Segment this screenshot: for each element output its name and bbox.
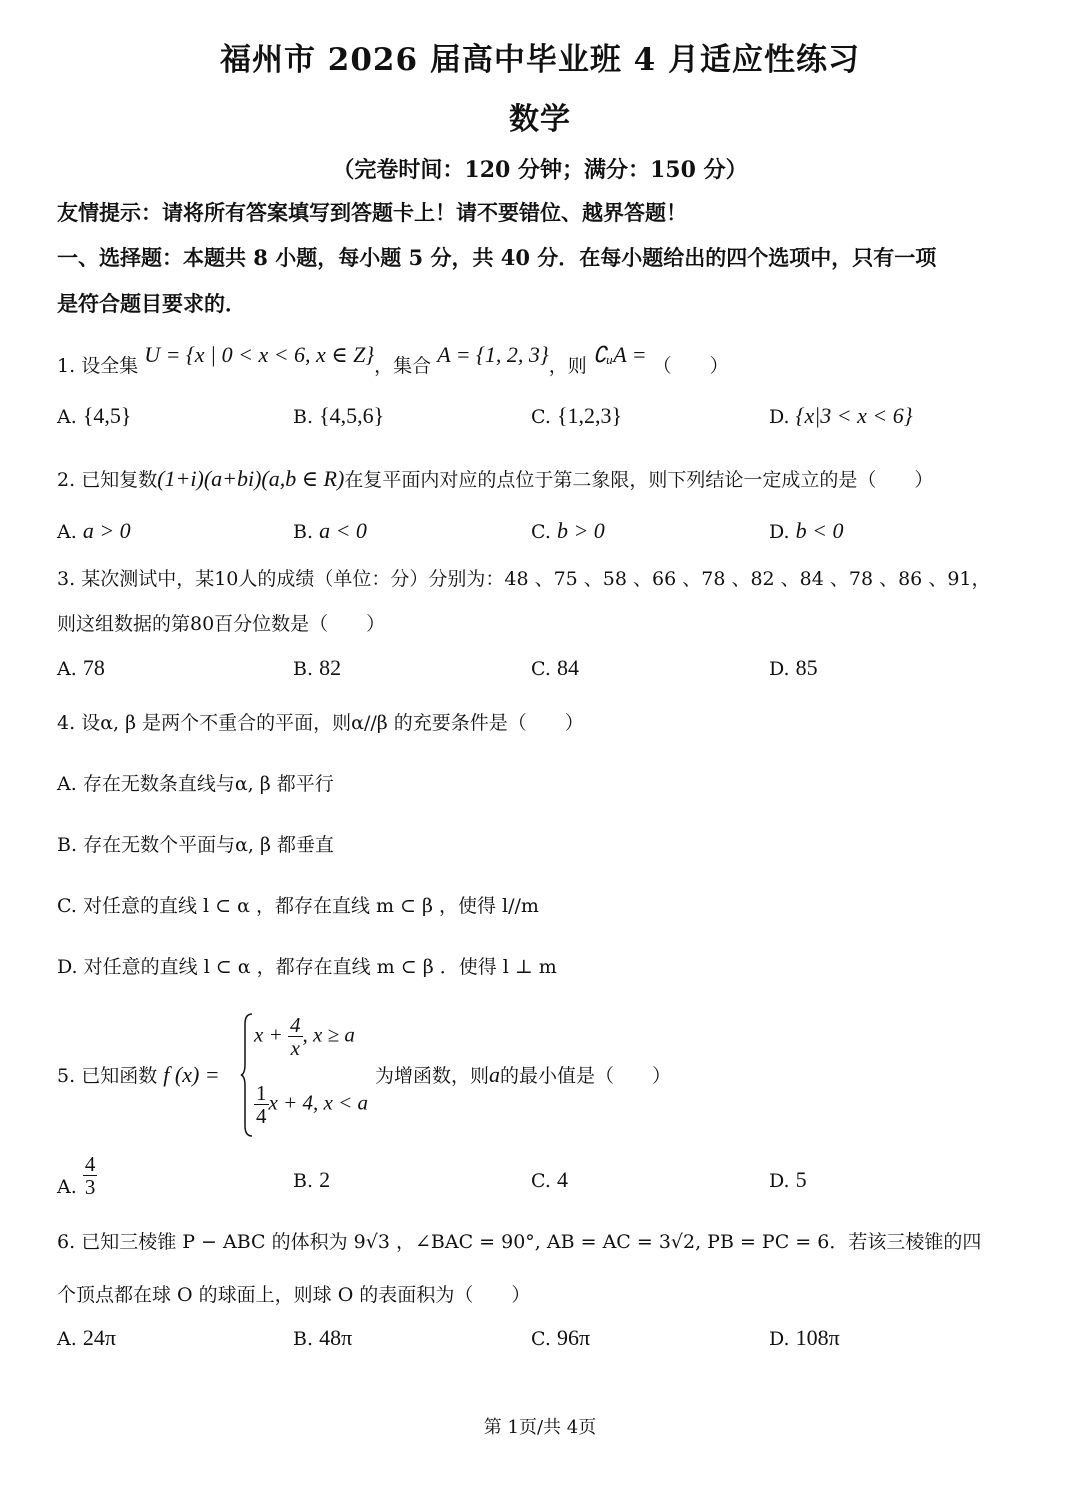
q3-option-c: C. 84 <box>531 655 579 680</box>
q3-option-b: B. 82 <box>293 655 342 680</box>
q6-option-a: A. 24π <box>57 1325 116 1350</box>
question-5-stem: 5. 已知函数 f (x) = <box>57 1062 220 1087</box>
q5-option-d: D. 5 <box>769 1167 807 1192</box>
q5-option-b: B. 2 <box>293 1167 331 1192</box>
question-5-stem-tail: 为增函数，则a的最小值是（ ） <box>375 1062 672 1087</box>
left-brace-icon <box>240 1012 254 1138</box>
q1-option-a: A. {4,5} <box>57 403 132 428</box>
page-footer: 第 1页/共 4页 <box>483 1417 597 1438</box>
question-3-stem-line2: 则这组数据的第80百分位数是（ ） <box>57 613 386 635</box>
question-1-stem: 1. 设全集 U = {x | 0 < x < 6, x ∈ Z}，集合 A = {1, 2, 3}，则 ∁ᵤA = （ ） <box>57 342 729 377</box>
exam-title: 福州市 2026 届高中毕业班 4 月适应性练习 <box>219 42 861 78</box>
piecewise-function <box>240 1012 380 1138</box>
question-6-stem-line2: 个顶点都在球 O 的球面上，则球 O 的表面积为（ ） <box>57 1284 531 1306</box>
math-complement: ∁ᵤA = <box>592 342 647 367</box>
math-function-name: f (x) = <box>163 1062 220 1087</box>
question-number: 1. <box>57 355 76 377</box>
q4-option-d: D. 对任意的直线 l ⊂ α ，都存在直线 m ⊂ β ．使得 l ⊥ m <box>57 956 557 978</box>
math-universal-set: U = {x | 0 < x < 6, x ∈ Z} <box>144 342 375 367</box>
question-4-stem: 4. 设α, β 是两个不重合的平面，则α//β 的充要条件是（ ） <box>57 712 584 734</box>
question-2-stem: 2. 已知复数(1+i)(a+bi)(a,b ∈ R)在复平面内对应的点位于第二象限，则下列结论一定成立的是（ ） <box>57 466 934 491</box>
q2-option-a: A. a > 0 <box>57 518 131 543</box>
q3-option-d: D. 85 <box>769 655 818 680</box>
answer-blank: （ ） <box>652 355 729 377</box>
question-6-stem-line1: 6. 已知三棱锥 P − ABC 的体积为 9√3 ，∠BAC = 90°, AB = AC = 3√2, PB = PC = 6．若该三棱锥的四 <box>57 1231 982 1253</box>
q2-option-d: D. b < 0 <box>769 518 844 543</box>
section-heading-line2: 是符合题目要求的． <box>57 291 246 316</box>
q6-option-b: B. 48π <box>293 1325 353 1350</box>
q6-option-c: C. 96π <box>531 1325 591 1350</box>
q1-option-b: B. {4,5,6} <box>293 403 385 428</box>
time-note: （完卷时间：120 分钟；满分：150 分） <box>332 157 748 183</box>
q1-option-c: C. {1,2,3} <box>531 403 623 428</box>
math-complex-expression: (1+i)(a+bi)(a,b ∈ R) <box>157 466 345 491</box>
section-heading-line1: 一、选择题：本题共 8 小题，每小题 5 分，共 40 分．在每小题给出的四个选项中，只有一项 <box>57 245 937 270</box>
piece-lower: $\frac{1}{4}$ x + 4, x < a <box>256 1081 368 1128</box>
q4-option-b: B. 存在无数个平面与α, β 都垂直 <box>57 834 334 856</box>
q5-option-c: C. 4 <box>531 1167 568 1192</box>
q3-option-a: A. 78 <box>57 655 105 680</box>
q4-option-c: C. 对任意的直线 l ⊂ α ，都存在直线 m ⊂ β ，使得 l//m <box>57 895 539 917</box>
friendly-tip: 友情提示：请将所有答案填写到答题卡上！请不要错位、越界答题！ <box>57 200 687 225</box>
q4-option-a: A. 存在无数条直线与α, β 都平行 <box>57 773 334 795</box>
math-set-a: A = {1, 2, 3} <box>437 342 549 367</box>
subject-title: 数学 <box>509 102 571 137</box>
q2-option-c: C. b > 0 <box>531 518 605 543</box>
q6-option-d: D. 108π <box>769 1325 840 1350</box>
q1-option-d: D. {x|3 < x < 6} <box>769 403 913 428</box>
piece-upper: x + $\frac{4}{x}$ , x ≥ a <box>254 1013 355 1060</box>
q5-option-a: A. $\frac{4}{3}$ <box>57 1152 96 1199</box>
q2-option-b: B. a < 0 <box>293 518 367 543</box>
question-3-stem-line1: 3. 某次测试中，某10人的成绩（单位：分）分别为：48 、75 、58 、66 、78 、82 、84 、78 、86 、91， <box>57 568 991 590</box>
